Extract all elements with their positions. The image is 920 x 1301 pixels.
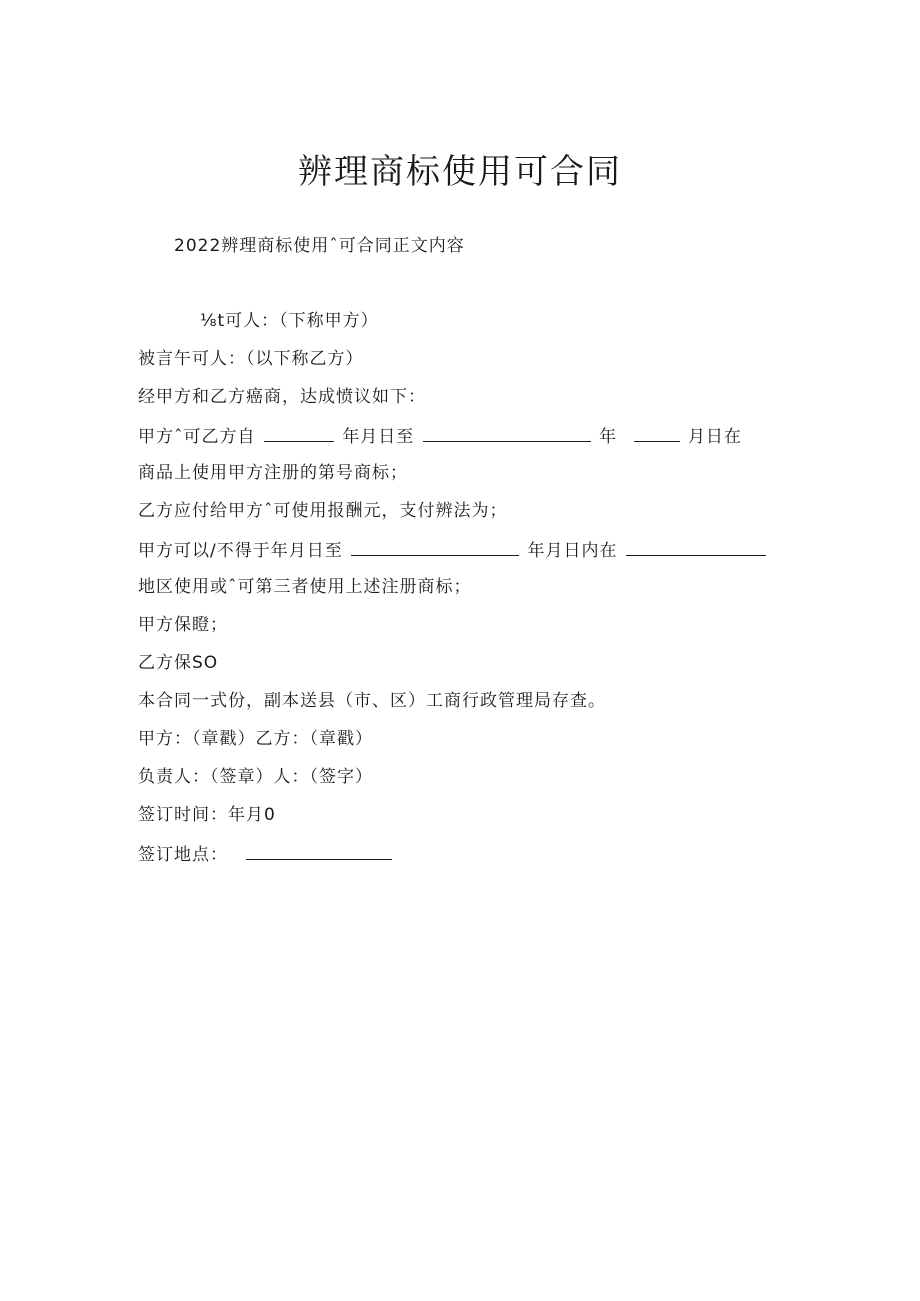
licensor-line: ⅛t可人：（下称甲方） bbox=[200, 311, 379, 331]
clause-1-continuation: 商品上使用甲方注册的第号商标； bbox=[138, 463, 408, 483]
blank-field bbox=[246, 840, 392, 860]
clause-2: 乙方应付给甲方ˆ可使用报酬元，支付辨法为； bbox=[138, 501, 508, 521]
document-subtitle: 2022辨理商标使用ˆ可合同正文内容 bbox=[174, 236, 465, 256]
blank-field bbox=[626, 536, 766, 556]
signature-persons: 负责人：（签章）人：（签字） bbox=[138, 767, 373, 787]
clause-1-part-b: 年月日至 bbox=[342, 427, 415, 447]
clause-3-continuation: 地区使用或ˆ可第三者使用上述注册商标； bbox=[138, 577, 472, 597]
clause-3 bbox=[138, 536, 766, 564]
blank-field bbox=[264, 422, 334, 442]
sign-time: 签订时间：年月0 bbox=[138, 805, 276, 825]
clause-1-part-a: 甲方ˆ可乙方自 bbox=[138, 427, 256, 447]
document-title: 辨理商标使用可合同 bbox=[298, 152, 622, 192]
sign-place-label: 签订地点： bbox=[138, 845, 228, 865]
blank-field bbox=[634, 422, 680, 442]
clause-4: 甲方保瞪； bbox=[138, 615, 228, 635]
clause-1-part-c: 年 bbox=[599, 427, 618, 447]
clause-6: 本合同一式份，副本送县（市、区）工商行政管理局存查。 bbox=[138, 691, 606, 711]
signature-parties: 甲方：（章戳）乙方：（章戳） bbox=[138, 729, 373, 749]
blank-field bbox=[351, 536, 519, 556]
sign-place bbox=[138, 840, 392, 868]
licensee-line: 被言午可人：（以下称乙方） bbox=[138, 349, 364, 369]
agreement-intro: 经甲方和乙方癌商，达成愤议如下： bbox=[138, 387, 426, 407]
clause-5: 乙方保SO bbox=[138, 653, 219, 673]
blank-field bbox=[423, 422, 591, 442]
clause-3-part-a: 甲方可以/不得于年月日至 bbox=[138, 541, 343, 561]
clause-3-part-b: 年月日内在 bbox=[527, 541, 618, 561]
clause-1 bbox=[138, 422, 742, 450]
clause-1-part-d: 月日在 bbox=[687, 427, 742, 447]
